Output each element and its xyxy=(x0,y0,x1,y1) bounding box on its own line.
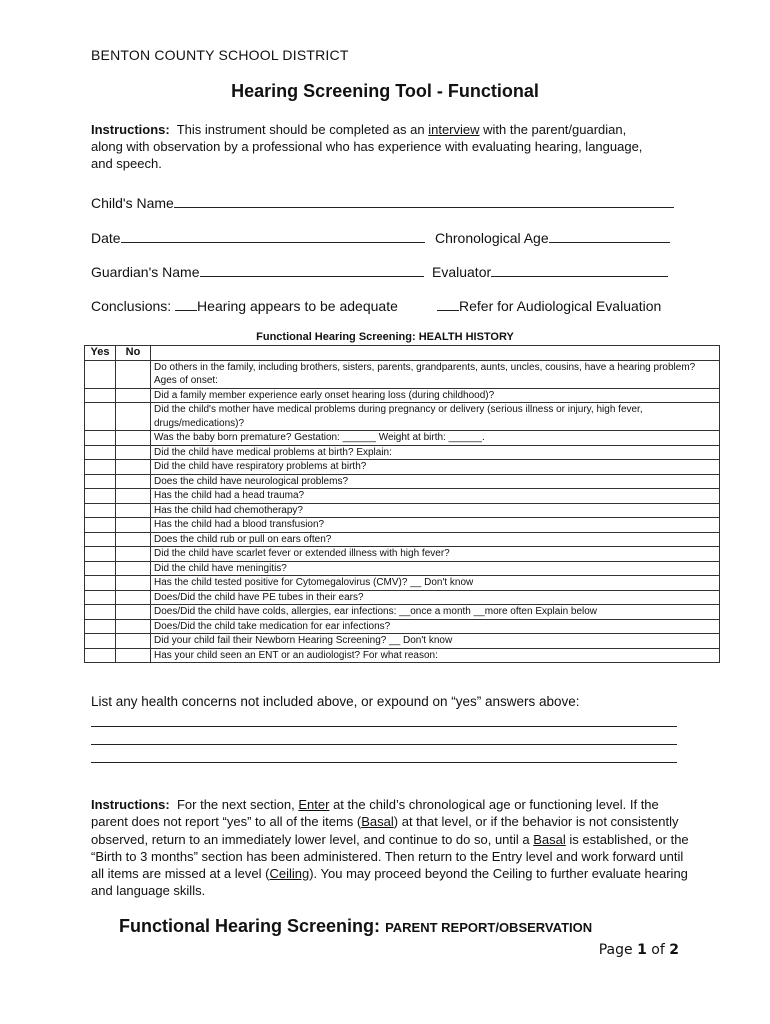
question-cell: Has the child had a head trauma? xyxy=(151,489,720,504)
age-label: Chronological Age xyxy=(435,230,549,246)
page-word: Page xyxy=(598,942,633,958)
table-row xyxy=(85,431,720,446)
question-cell: Did the child's mother have medical problems during pregnancy or delivery (serious illness or injury, high fever, drugs/medications)? xyxy=(151,403,720,431)
concerns-label: List any health concerns not included above, or expound on “yes” answers above: xyxy=(91,694,580,709)
no-checkbox-cell[interactable] xyxy=(116,460,151,475)
refer-row xyxy=(437,298,661,314)
no-checkbox-cell[interactable] xyxy=(116,590,151,605)
no-checkbox-cell[interactable] xyxy=(116,360,151,388)
question-cell: Was the baby born premature? Gestation: ______ Weight at birth: ______. xyxy=(151,431,720,446)
no-checkbox-cell[interactable] xyxy=(116,547,151,562)
table-header-row xyxy=(85,346,720,361)
col-no: No xyxy=(116,346,151,361)
no-checkbox-cell[interactable] xyxy=(116,445,151,460)
no-checkbox-cell[interactable] xyxy=(116,403,151,431)
guardian-field[interactable] xyxy=(200,264,424,277)
yes-checkbox-cell[interactable] xyxy=(85,474,116,489)
age-row xyxy=(435,230,670,246)
instructions-text-after: with the parent/guardian, along with observation by a professional who has experience with evaluating hearing, language, and speech. xyxy=(91,122,643,171)
page-current: 1 xyxy=(637,942,647,958)
no-checkbox-cell[interactable] xyxy=(116,648,151,663)
table-row xyxy=(85,605,720,620)
table-row xyxy=(85,619,720,634)
question-cell: Do others in the family, including brothers, sisters, parents, grandparents, aunts, uncles, cousins, have a hearing problem? Ages of onset: xyxy=(151,360,720,388)
no-checkbox-cell[interactable] xyxy=(116,518,151,533)
instructions2-basal-2: Basal xyxy=(533,831,566,847)
yes-checkbox-cell[interactable] xyxy=(85,619,116,634)
instructions2-p3: ) at that level, or if the behavior is not consistently observed, return to an immediately lower level, and continue to do so, until a xyxy=(91,814,679,847)
question-cell: Did the child have scarlet fever or extended illness with high fever? xyxy=(151,547,720,562)
child-name-field[interactable] xyxy=(174,195,674,208)
table-row xyxy=(85,547,720,562)
table-row xyxy=(85,388,720,403)
guardian-label: Guardian's Name xyxy=(91,264,200,280)
yes-checkbox-cell[interactable] xyxy=(85,605,116,620)
question-cell: Does/Did the child have colds, allergies, ear infections: __once a month __more often Explain below xyxy=(151,605,720,620)
yes-checkbox-cell[interactable] xyxy=(85,388,116,403)
yes-checkbox-cell[interactable] xyxy=(85,561,116,576)
age-field[interactable] xyxy=(549,230,670,243)
no-checkbox-cell[interactable] xyxy=(116,388,151,403)
table-row xyxy=(85,474,720,489)
no-checkbox-cell[interactable] xyxy=(116,605,151,620)
instructions2-p5: ). You may proceed beyond the Ceiling to further evaluate hearing and language skills. xyxy=(91,866,688,899)
no-checkbox-cell[interactable] xyxy=(116,431,151,446)
health-history-body xyxy=(85,360,720,663)
section-title: Functional Hearing Screening: xyxy=(119,916,381,936)
question-cell: Did the child have meningitis? xyxy=(151,561,720,576)
table-row xyxy=(85,634,720,649)
yes-checkbox-cell[interactable] xyxy=(85,445,116,460)
question-cell: Did the child have respiratory problems at birth? xyxy=(151,460,720,475)
table-row xyxy=(85,460,720,475)
question-cell: Does/Did the child take medication for ear infections? xyxy=(151,619,720,634)
col-yes: Yes xyxy=(85,346,116,361)
no-checkbox-cell[interactable] xyxy=(116,576,151,591)
yes-checkbox-cell[interactable] xyxy=(85,503,116,518)
concerns-line-1[interactable] xyxy=(91,726,677,727)
yes-checkbox-cell[interactable] xyxy=(85,489,116,504)
yes-checkbox-cell[interactable] xyxy=(85,547,116,562)
page-number xyxy=(599,942,679,958)
question-cell: Has the child had a blood transfusion? xyxy=(151,518,720,533)
yes-checkbox-cell[interactable] xyxy=(85,360,116,388)
table-row xyxy=(85,489,720,504)
yes-checkbox-cell[interactable] xyxy=(85,648,116,663)
no-checkbox-cell[interactable] xyxy=(116,532,151,547)
instructions2-basal-1: Basal xyxy=(361,814,394,830)
table-row xyxy=(85,403,720,431)
question-cell: Does the child rub or pull on ears often? xyxy=(151,532,720,547)
evaluator-row xyxy=(432,264,668,280)
date-field[interactable] xyxy=(121,230,425,243)
yes-checkbox-cell[interactable] xyxy=(85,518,116,533)
conclusions-row xyxy=(91,298,398,314)
table-row xyxy=(85,561,720,576)
instructions-text-before: This instrument should be completed as an xyxy=(176,122,425,137)
district-name: BENTON COUNTY SCHOOL DISTRICT xyxy=(91,47,349,63)
col-question xyxy=(151,346,720,361)
evaluator-field[interactable] xyxy=(491,264,668,277)
question-cell: Has your child seen an ENT or an audiologist? For what reason: xyxy=(151,648,720,663)
section-heading xyxy=(119,916,592,937)
refer-label: Refer for Audiological Evaluation xyxy=(459,298,662,314)
question-cell: Has the child tested positive for Cytomegalovirus (CMV)? __ Don't know xyxy=(151,576,720,591)
no-checkbox-cell[interactable] xyxy=(116,489,151,504)
instructions xyxy=(91,121,651,172)
child-name-label: Child's Name xyxy=(91,195,174,211)
no-checkbox-cell[interactable] xyxy=(116,474,151,489)
no-checkbox-cell[interactable] xyxy=(116,503,151,518)
conclusions-label: Conclusions: xyxy=(91,298,172,314)
question-cell: Did a family member experience early onset hearing loss (during childhood)? xyxy=(151,388,720,403)
instructions2-ceiling: Ceiling xyxy=(269,866,310,882)
yes-checkbox-cell[interactable] xyxy=(85,532,116,547)
child-name-row xyxy=(91,195,674,211)
refer-check[interactable] xyxy=(437,300,459,311)
table-row xyxy=(85,590,720,605)
concerns-line-3[interactable] xyxy=(91,762,677,763)
health-history-title: Functional Hearing Screening: HEALTH HISTORY xyxy=(256,331,514,343)
yes-checkbox-cell[interactable] xyxy=(85,403,116,431)
instructions-interview: interview xyxy=(428,122,480,137)
instructions2-enter: Enter xyxy=(298,797,330,812)
question-cell: Has the child had chemotherapy? xyxy=(151,503,720,518)
table-row xyxy=(85,360,720,388)
table-row xyxy=(85,445,720,460)
no-checkbox-cell[interactable] xyxy=(116,619,151,634)
table-row xyxy=(85,576,720,591)
instructions-2 xyxy=(91,796,691,900)
section-subtitle: PARENT REPORT/OBSERVATION xyxy=(385,920,593,935)
page-total: 2 xyxy=(669,942,679,958)
concerns-line-2[interactable] xyxy=(91,744,677,745)
table-row xyxy=(85,518,720,533)
question-cell: Did the child have medical problems at birth? Explain: xyxy=(151,445,720,460)
question-cell: Does/Did the child have PE tubes in their ears? xyxy=(151,590,720,605)
instructions2-p1: For the next section, xyxy=(176,797,295,812)
health-history-table xyxy=(84,345,720,663)
no-checkbox-cell[interactable] xyxy=(116,561,151,576)
instructions-label: Instructions: xyxy=(91,122,170,137)
table-row xyxy=(85,532,720,547)
instructions2-p4: is established, or the “Birth to 3 months” section has been administered. Then return to the Entry level and work forward until all items are missed at a level ( xyxy=(91,831,689,882)
no-checkbox-cell[interactable] xyxy=(116,634,151,649)
hearing-adequate-label: Hearing appears to be adequate xyxy=(197,298,398,314)
yes-checkbox-cell[interactable] xyxy=(85,460,116,475)
yes-checkbox-cell[interactable] xyxy=(85,634,116,649)
table-row xyxy=(85,503,720,518)
question-cell: Did your child fail their Newborn Hearing Screening? __ Don't know xyxy=(151,634,720,649)
instructions2-label: Instructions: xyxy=(91,797,170,812)
page-title: Hearing Screening Tool - Functional xyxy=(231,81,539,101)
yes-checkbox-cell[interactable] xyxy=(85,431,116,446)
question-cell: Does the child have neurological problems? xyxy=(151,474,720,489)
page-of: of xyxy=(651,942,665,958)
date-label: Date xyxy=(91,230,121,246)
evaluator-label: Evaluator xyxy=(432,264,492,280)
instructions2-p2: at the child’s chronological age or functioning level. If the parent does not report “yes” to all of the items ( xyxy=(91,797,659,830)
date-row xyxy=(91,230,425,246)
yes-checkbox-cell[interactable] xyxy=(85,590,116,605)
yes-checkbox-cell[interactable] xyxy=(85,576,116,591)
table-row xyxy=(85,648,720,663)
hearing-adequate-check[interactable] xyxy=(175,300,197,311)
guardian-row xyxy=(91,264,424,280)
